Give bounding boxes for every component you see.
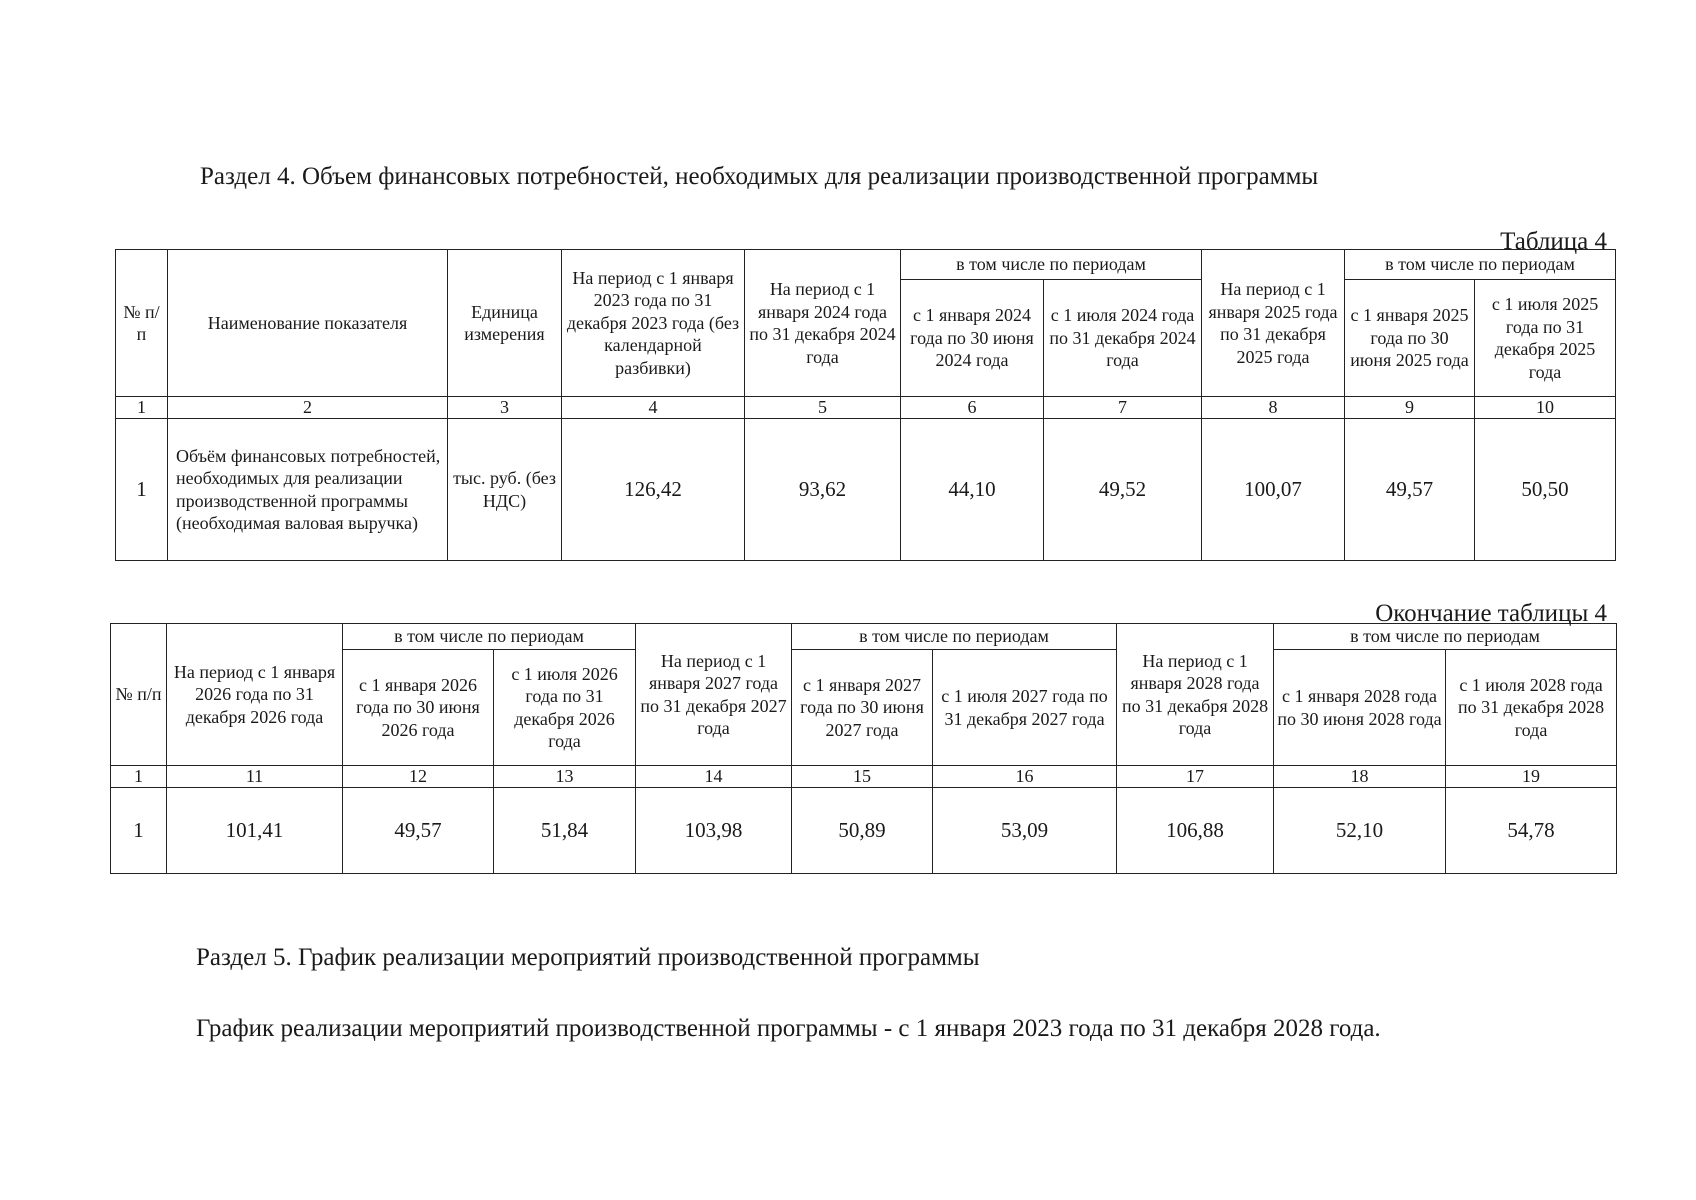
column-number: 10	[1475, 397, 1616, 419]
column-number: 5	[745, 397, 901, 419]
indicator-name: Объём финансовых потребностей, необходимых для реализации производственной программы (необходимая валовая выручка)	[168, 419, 448, 561]
header-h1-2025: с 1 января 2025 года по 30 июня 2025 года	[1345, 280, 1475, 397]
header-including-2027: в том числе по периодам	[792, 624, 1117, 650]
value-h2-2028: 54,78	[1446, 788, 1617, 874]
header-including-2025: в том числе по периодам	[1345, 250, 1616, 280]
header-including-2026: в том числе по периодам	[343, 624, 636, 650]
value-h2-2026: 51,84	[494, 788, 636, 874]
value-2027: 103,98	[636, 788, 792, 874]
header-h1-2027: с 1 января 2027 года по 30 июня 2027 года	[792, 650, 933, 766]
column-number: 4	[562, 397, 745, 419]
column-number: 8	[1202, 397, 1345, 419]
column-number: 9	[1345, 397, 1475, 419]
column-number: 7	[1044, 397, 1202, 419]
value-h2-2025: 50,50	[1475, 419, 1616, 561]
header-h1-2026: с 1 января 2026 года по 30 июня 2026 года	[343, 650, 494, 766]
table-row	[116, 419, 1616, 561]
value-2028: 106,88	[1117, 788, 1274, 874]
value-h1-2025: 49,57	[1345, 419, 1475, 561]
value-h1-2028: 52,10	[1274, 788, 1446, 874]
section-5-title: Раздел 5. График реализации мероприятий производственной программы	[196, 944, 980, 971]
column-number: 12	[343, 766, 494, 788]
value-h2-2024: 49,52	[1044, 419, 1202, 561]
header-period-2027: На период с 1 января 2027 года по 31 декабря 2027 года	[636, 624, 792, 766]
column-number: 18	[1274, 766, 1446, 788]
column-number: 13	[494, 766, 636, 788]
financial-needs-table-continuation	[110, 623, 1617, 874]
header-period-2026: На период с 1 января 2026 года по 31 декабря 2026 года	[167, 624, 343, 766]
header-indicator-name: Наименование показателя	[168, 250, 448, 397]
column-number: 16	[933, 766, 1117, 788]
header-num: № п/п	[116, 250, 168, 397]
header-including-2028: в том числе по периодам	[1274, 624, 1617, 650]
column-number: 15	[792, 766, 933, 788]
header-period-2024: На период с 1 января 2024 года по 31 декабря 2024 года	[745, 250, 901, 397]
schedule-statement: График реализации мероприятий производственной программы - с 1 января 2023 года по 31 декабря 2028 года.	[196, 1015, 1381, 1042]
header-period-2028: На период с 1 января 2028 года по 31 декабря 2028 года	[1117, 624, 1274, 766]
header-num: № п/п	[111, 624, 167, 766]
section-4-title: Раздел 4. Объем финансовых потребностей, необходимых для реализации производственной программы	[200, 163, 1319, 190]
value-2023: 126,42	[562, 419, 745, 561]
header-h1-2024: с 1 января 2024 года по 30 июня 2024 года	[901, 280, 1044, 397]
column-number: 3	[448, 397, 562, 419]
header-h2-2024: с 1 июля 2024 года по 31 декабря 2024 года	[1044, 280, 1202, 397]
header-unit: Единица измерения	[448, 250, 562, 397]
value-h1-2024: 44,10	[901, 419, 1044, 561]
header-h2-2027: с 1 июля 2027 года по 31 декабря 2027 года	[933, 650, 1117, 766]
unit-value: тыс. руб. (без НДС)	[448, 419, 562, 561]
header-including-2024: в том числе по периодам	[901, 250, 1202, 280]
header-h2-2025: с 1 июля 2025 года по 31 декабря 2025 года	[1475, 280, 1616, 397]
header-h2-2026: с 1 июля 2026 года по 31 декабря 2026 года	[494, 650, 636, 766]
row-number: 1	[111, 788, 167, 874]
value-h2-2027: 53,09	[933, 788, 1117, 874]
column-number: 11	[167, 766, 343, 788]
table-row	[111, 788, 1617, 874]
value-2024: 93,62	[745, 419, 901, 561]
row-number: 1	[116, 419, 168, 561]
header-h2-2028: с 1 июля 2028 года по 31 декабря 2028 года	[1446, 650, 1617, 766]
value-h1-2026: 49,57	[343, 788, 494, 874]
column-number: 17	[1117, 766, 1274, 788]
table-4-caption: Таблица 4	[1500, 228, 1607, 255]
column-number: 19	[1446, 766, 1617, 788]
column-number: 1	[116, 397, 168, 419]
header-period-2023: На период с 1 января 2023 года по 31 декабря 2023 года (без календарной разбивки)	[562, 250, 745, 397]
header-h1-2028: с 1 января 2028 года по 30 июня 2028 года	[1274, 650, 1446, 766]
table-4-continuation-caption: Окончание таблицы 4	[1375, 600, 1607, 627]
column-number: 1	[111, 766, 167, 788]
column-number: 14	[636, 766, 792, 788]
value-h1-2027: 50,89	[792, 788, 933, 874]
column-number: 6	[901, 397, 1044, 419]
column-number: 2	[168, 397, 448, 419]
financial-needs-table	[115, 249, 1616, 561]
header-period-2025: На период с 1 января 2025 года по 31 декабря 2025 года	[1202, 250, 1345, 397]
value-2026: 101,41	[167, 788, 343, 874]
value-2025: 100,07	[1202, 419, 1345, 561]
